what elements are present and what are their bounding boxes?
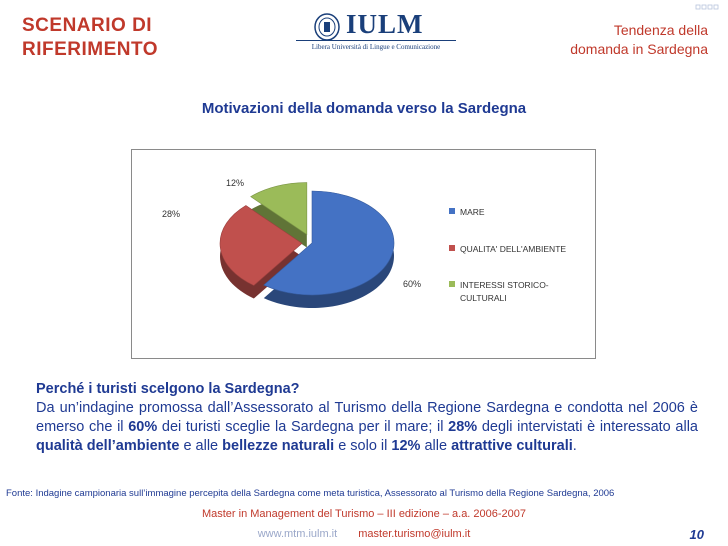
corner-decoration-icon — [694, 2, 724, 16]
data-label-interessi-culturali: 12% — [226, 178, 245, 188]
highlight-attrattive-culturali: attrattive culturali — [451, 438, 573, 454]
footer-email-link[interactable]: master.turismo@iulm.it — [358, 528, 471, 540]
legend-swatch-mare — [449, 208, 455, 214]
highlight-percent-ambiente: 28% — [448, 419, 478, 435]
slide-topic-line-2: domanda in Sardegna — [570, 41, 708, 57]
body-paragraph — [36, 380, 698, 456]
highlight-percent-mare: 60% — [128, 419, 158, 435]
footer-website-link[interactable]: www.mtm.iulm.it — [257, 528, 338, 540]
chart-heading: Motivazioni della domanda verso la Sardegna — [201, 100, 527, 117]
legend-label-interessi-culturali-line-1: INTERESSI STORICO- — [460, 280, 549, 290]
slide-title-line-2: RIFERIMENTO — [22, 39, 159, 60]
university-seal-icon — [314, 13, 340, 41]
slide-title-line-1: SCENARIO DI — [22, 15, 153, 36]
iulm-logo — [296, 11, 456, 55]
page-number: 10 — [689, 527, 704, 542]
highlight-percent-cultura: 12% — [391, 438, 421, 454]
logo-rule — [296, 40, 456, 41]
legend-label-mare: MARE — [460, 207, 485, 217]
slide-title — [22, 14, 222, 62]
footer-contacts — [0, 528, 728, 540]
data-label-mare: 60% — [403, 279, 422, 289]
footer-program: Master in Management del Turismo – III edizione – a.a. 2006-2007 — [201, 508, 527, 520]
source-note: Fonte: Indagine campionaria sull’immagine percepita della Sardegna come meta turistica, Assessorato al Turismo della Regione Sardegna, 2006 — [6, 488, 615, 499]
body-answer — [36, 399, 698, 456]
legend-swatch-interessi-culturali — [449, 281, 455, 287]
body-text-segment: . — [572, 438, 577, 454]
body-text-segment: e solo il — [334, 438, 392, 454]
legend-label-qualita-ambiente: QUALITA' DELL'AMBIENTE — [460, 244, 567, 254]
highlight-bellezze-naturali: bellezze naturali — [222, 438, 335, 454]
pie-chart-frame — [131, 149, 596, 359]
legend-swatch-qualita-ambiente — [449, 245, 455, 251]
data-label-qualita-ambiente: 28% — [162, 209, 181, 219]
body-question: Perché i turisti scelgono la Sardegna? — [36, 381, 300, 397]
body-text-segment: alle — [420, 438, 452, 454]
slide-topic-line-1: Tendenza della — [613, 22, 708, 38]
highlight-qualita-ambiente: qualità dell’ambiente — [36, 438, 180, 454]
pie-chart — [132, 150, 595, 358]
logo-wordmark: IULM — [346, 9, 424, 39]
body-text-segment: degli intervistati è interessato alla — [477, 419, 698, 435]
legend-label-interessi-culturali-line-2: CULTURALI — [460, 293, 507, 303]
body-text-segment: e alle — [179, 438, 223, 454]
logo-subtitle: Libera Università di Lingue e Comunicazione — [311, 43, 441, 51]
body-text-segment: dei turisti sceglie la Sardegna per il mare; il — [157, 419, 449, 435]
body-text-segment: Da un’indagine promossa dall’Assessorato al Turismo della Regione Sardegna e condotta nel 2006 è emerso che il — [36, 400, 698, 435]
slide-topic — [518, 21, 708, 59]
